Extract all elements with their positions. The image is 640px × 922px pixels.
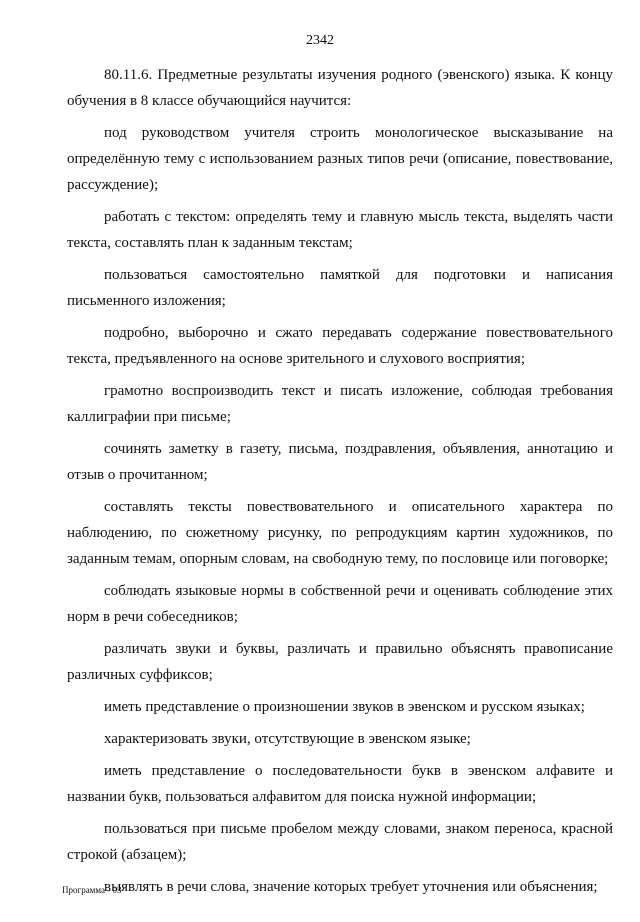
list-item: составлять тексты повествовательного и описательного характера по наблюдению, по сюжетному рисунку, по репродукциям картин художников, по заданным темам, опорным словам, на свободную тему, по пословице или поговорке; [67,499,613,567]
list-item: характеризовать звуки, отсутствующие в эвенском языке; [104,731,471,747]
list-item: работать с текстом: определять тему и главную мысль текста, выделять части текста, составлять план к заданным текстам; [67,209,613,251]
list-item: выявлять в речи слова, значение которых требует уточнения или объяснения; [104,879,598,895]
list-item: грамотно воспроизводить текст и писать изложение, соблюдая требования каллиграфии при письме; [67,383,613,425]
footer-label: Программа - 03 [62,885,122,895]
section-heading: 80.11.6. Предметные результаты изучения родного (эвенского) языка. К концу обучения в 8 классе обучающийся научится: [67,67,613,109]
list-item: подробно, выборочно и сжато передавать содержание повествовательного текста, предъявленного на основе зрительного и слухового восприятия; [67,325,613,367]
list-item: различать звуки и буквы, различать и правильно объяснять правописание различных суффиксов; [67,641,613,683]
list-item: иметь представление о произношении звуков в эвенском и русском языках; [104,699,585,715]
page-number: 2342 [306,33,334,48]
list-item: соблюдать языковые нормы в собственной речи и оценивать соблюдение этих норм в речи собеседников; [67,583,613,625]
list-item: пользоваться самостоятельно памяткой для подготовки и написания письменного изложения; [67,267,613,309]
list-item: пользоваться при письме пробелом между словами, знаком переноса, красной строкой (абзацем); [67,821,613,863]
list-item: сочинять заметку в газету, письма, поздравления, объявления, аннотацию и отзыв о прочитанном; [67,441,613,483]
document-body [67,62,613,906]
list-item: иметь представление о последовательности букв в эвенском алфавите и названии букв, пользоваться алфавитом для поиска нужной информации; [67,763,613,805]
list-item: под руководством учителя строить монологическое высказывание на определённую тему с использованием разных типов речи (описание, повествование, рассуждение); [67,125,613,193]
